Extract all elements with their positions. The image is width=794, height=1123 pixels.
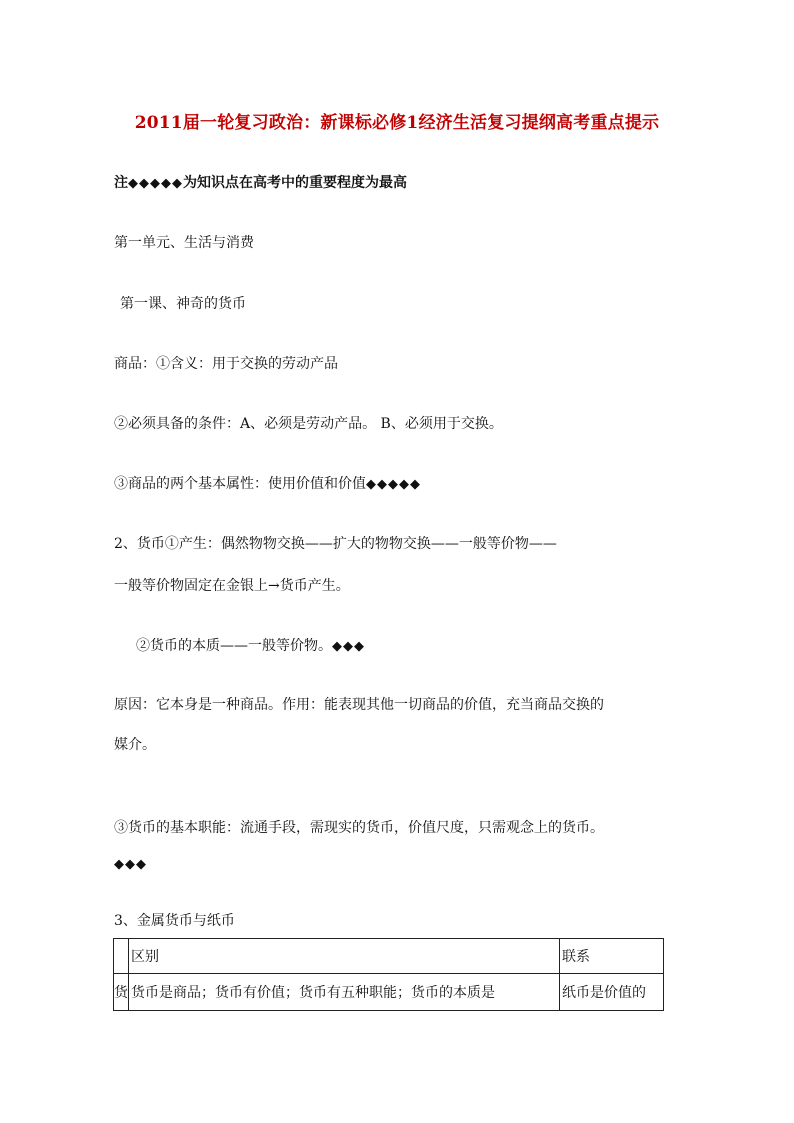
table-header-cell: 联系 — [560, 939, 664, 974]
table-header-cell: 区别 — [129, 939, 560, 974]
table-header-cell — [114, 939, 129, 974]
note-text: 为知识点在高考中的重要程度为最高 — [183, 175, 407, 191]
table-row — [114, 974, 664, 1011]
commodity-attributes — [114, 473, 421, 493]
lesson-heading: 第一课、神奇的货币 — [120, 296, 246, 312]
money-functions-diamonds: ◆◆◆ — [114, 857, 147, 872]
note-prefix: 注 — [114, 175, 128, 191]
money-essence-text: ②货币的本质——一般等价物。 — [136, 638, 332, 654]
metal-vs-paper-money-table — [113, 938, 664, 1011]
money-essence — [136, 635, 365, 655]
commodity-attributes-text: ③商品的两个基本属性：使用价值和价值 — [114, 476, 366, 492]
table-cell: 货 — [114, 974, 129, 1011]
note-diamonds: ◆◆◆◆◆ — [128, 176, 183, 191]
page-title: 2011届一轮复习政治：新课标必修1经济生活复习提纲高考重点提示 — [134, 113, 660, 133]
commodity-conditions: ②必须具备的条件：A、必须是劳动产品。 B、必须用于交换。 — [114, 416, 503, 432]
money-functions: ③货币的基本职能：流通手段，需现实的货币，价值尺度，只需观念上的货币。 — [114, 820, 604, 836]
section3-heading: 3、金属货币与纸币 — [114, 913, 235, 929]
importance-note — [114, 172, 407, 192]
money-reason-line1: 原因：它本身是一种商品。作用：能表现其他一切商品的价值，充当商品交换的 — [114, 697, 604, 713]
money-origin-line1: 2、货币①产生：偶然物物交换——扩大的物物交换——一般等价物—— — [114, 536, 557, 552]
table-header-row — [114, 939, 664, 974]
table-cell: 纸币是价值的 — [560, 974, 664, 1011]
commodity-definition: 商品：①含义：用于交换的劳动产品 — [114, 356, 338, 372]
table-cell: 货币是商品；货币有价值；货币有五种职能；货币的本质是 — [129, 974, 560, 1011]
commodity-attributes-diamonds: ◆◆◆◆◆ — [366, 477, 421, 492]
money-reason-line2: 媒介。 — [114, 737, 156, 753]
unit-heading: 第一单元、生活与消费 — [114, 235, 254, 251]
money-origin-line2: 一般等价物固定在金银上→货币产生。 — [114, 578, 350, 594]
money-essence-diamonds: ◆◆◆ — [332, 639, 365, 654]
